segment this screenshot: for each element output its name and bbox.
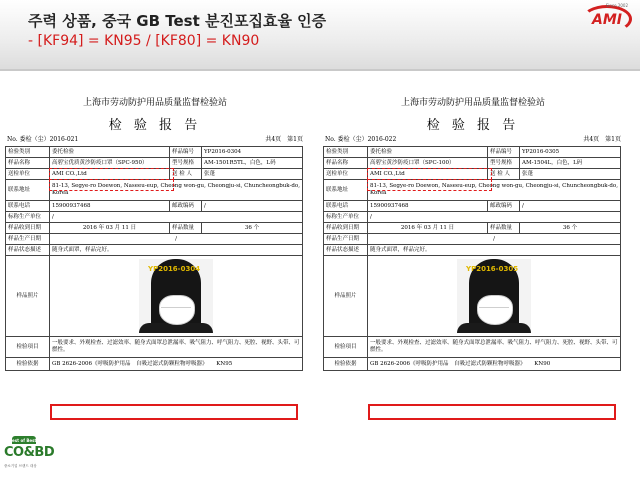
report-organization: 上海市劳动防护用品质量监督检验站 — [82, 98, 227, 108]
award-subtitle: 중소기업 브랜드 대상 — [4, 464, 37, 468]
inspector-label: 送 检 人 — [488, 169, 520, 180]
category-value: 委托检验 — [368, 147, 488, 158]
company-logo — [578, 3, 630, 31]
maker-value: / — [368, 212, 621, 223]
table-row — [6, 234, 303, 245]
table-row — [324, 147, 621, 158]
basis-value — [50, 358, 303, 371]
basis-value — [368, 358, 621, 371]
table-row — [324, 358, 621, 371]
report-title: 检 验 报 告 — [426, 118, 520, 133]
table-row — [6, 245, 303, 256]
name-label: 样品名称 — [6, 158, 50, 169]
sender-highlight-box — [367, 179, 492, 191]
table-row — [6, 201, 303, 212]
report-pages: 共4页 第1页 — [583, 136, 621, 143]
table-row — [6, 212, 303, 223]
state-label: 样品状态描述 — [324, 245, 368, 256]
quantity-value: 36 个 — [202, 223, 303, 234]
production-date-label: 样品生产日期 — [6, 234, 50, 245]
table-row — [324, 245, 621, 256]
photo-label: 样品照片 — [324, 256, 368, 337]
sample-no-label: 样品编号 — [488, 147, 520, 158]
sender-highlight-box — [49, 179, 174, 191]
received-label: 样品收到日期 — [324, 223, 368, 234]
report-title: 检 验 报 告 — [108, 118, 202, 133]
maker-label: 标称生产单位 — [6, 212, 50, 223]
report-organization: 上海市劳动防护用品质量监督检验站 — [400, 98, 545, 108]
table-row — [324, 234, 621, 245]
grade-value: KN90 — [534, 360, 551, 367]
category-label: 检验类别 — [324, 147, 368, 158]
quantity-label: 样品数量 — [170, 223, 202, 234]
maker-label: 标称生产单位 — [324, 212, 368, 223]
award-logo — [4, 436, 55, 474]
award-mark: CO&BD — [4, 445, 55, 460]
phone-value: 15900937468 — [50, 201, 170, 212]
model-label: 型号规格 — [488, 158, 520, 169]
mask-fold-line — [161, 307, 191, 308]
test-report-left — [5, 88, 305, 442]
slide-subtitle: - [KF94] = KN95 / [KF80] = KN90 — [28, 33, 260, 49]
category-value: 委托检验 — [50, 147, 170, 158]
photo-sample-stamp: YP2016-0305 — [466, 265, 519, 273]
photo-cell — [50, 256, 303, 337]
production-date-value: / — [368, 234, 621, 245]
table-row — [324, 158, 621, 169]
table-row — [324, 223, 621, 234]
table-row — [6, 223, 303, 234]
production-date-label: 样品生产日期 — [324, 234, 368, 245]
state-value: 随身式面罩，样品完好。 — [368, 245, 621, 256]
table-row — [324, 212, 621, 223]
header-divider — [0, 69, 640, 71]
logo-brand: AMI — [592, 12, 622, 28]
items-label: 检验项目 — [324, 337, 368, 358]
postcode-label: 邮政编码 — [170, 201, 202, 212]
sample-photo — [139, 259, 213, 333]
sender-label: 送检单位 — [324, 169, 368, 180]
report-number: No. 委检（尘）2016-021 — [7, 136, 79, 143]
sender-value: AMI CO.,Ltd — [368, 169, 488, 180]
name-value: 高碧宝黄沙防疫口罩（SPC-100） — [368, 158, 488, 169]
grade-value: KN95 — [216, 360, 233, 367]
quantity-label: 样品数量 — [488, 223, 520, 234]
inspector-value: 张蓬 — [202, 169, 303, 180]
mask-icon — [477, 295, 513, 325]
test-report-right — [323, 88, 623, 442]
name-label: 样品名称 — [324, 158, 368, 169]
state-label: 样品状态描述 — [6, 245, 50, 256]
basis-standard: GB 2626-2006《呼吸防护用品 自吸过滤式防颗粒物呼吸器》 — [370, 360, 526, 367]
address-value: 81-13, Segye-ro Doewon, Naseeu-eup, Cheong won-gu, Cheongju-si, Chuncheongbuk-do, Korea — [50, 180, 303, 201]
phone-label: 联系电话 — [324, 201, 368, 212]
model-label: 型号规格 — [170, 158, 202, 169]
postcode-value: / — [520, 201, 621, 212]
sample-no-value: YP2016-0304 — [202, 147, 303, 158]
maker-value: / — [50, 212, 303, 223]
table-row — [6, 158, 303, 169]
mask-fold-line — [479, 307, 509, 308]
items-value: 一般要求、外观检查、过滤效率、随身式面罩总泄漏率、吸气阻力、呼气阻力、死腔、视野、头带、可燃性。 — [50, 337, 303, 358]
received-value: 2016 年 03 月 11 日 — [368, 223, 488, 234]
basis-highlight-box — [50, 404, 298, 420]
basis-highlight-box — [368, 404, 616, 420]
sample-no-value: YP2016-0305 — [520, 147, 621, 158]
logo-tagline: Since 2002 — [605, 3, 628, 8]
model-value: AM-1501R5TL，白色，L码 — [202, 158, 303, 169]
inspector-value: 张蓬 — [520, 169, 621, 180]
report-number: No. 委检（尘）2016-022 — [325, 136, 397, 143]
model-value: AM-1504L，白色，L码 — [520, 158, 621, 169]
state-value: 随身式面罩，样品完好。 — [50, 245, 303, 256]
postcode-value: / — [202, 201, 303, 212]
postcode-label: 邮政编码 — [488, 201, 520, 212]
mask-icon — [159, 295, 195, 325]
basis-label: 检验依据 — [324, 358, 368, 371]
category-label: 检验类别 — [6, 147, 50, 158]
report-pages: 共4页 第1页 — [265, 136, 303, 143]
items-label: 检验项目 — [6, 337, 50, 358]
photo-cell — [368, 256, 621, 337]
phone-label: 联系电话 — [6, 201, 50, 212]
photo-sample-stamp: YP2016-0304 — [148, 265, 201, 273]
name-value: 高碧宝优质黄沙防疫口罩（SPC-950） — [50, 158, 170, 169]
received-label: 样品收到日期 — [6, 223, 50, 234]
award-badge-text: Best of Best — [9, 438, 37, 443]
address-label: 联系地址 — [6, 180, 50, 201]
slide-title: 주력 상품, 중국 GB Test 분진포집효율 인증 — [28, 12, 327, 30]
table-row — [6, 147, 303, 158]
received-value: 2016 年 03 月 11 日 — [50, 223, 170, 234]
table-row — [6, 358, 303, 371]
table-row — [6, 337, 303, 358]
sender-value: AMI CO.,Ltd — [50, 169, 170, 180]
sample-no-label: 样品编号 — [170, 147, 202, 158]
table-row — [6, 256, 303, 337]
basis-standard: GB 2626-2006《呼吸防护用品 自吸过滤式防颗粒物呼吸器》 — [52, 360, 208, 367]
items-value: 一般要求、外观检查、过滤效率、随身式面罩总泄漏率、吸气阻力、呼气阻力、死腔、视野、头带、可燃性。 — [368, 337, 621, 358]
sender-label: 送检单位 — [6, 169, 50, 180]
address-label: 联系地址 — [324, 180, 368, 201]
table-row — [324, 337, 621, 358]
quantity-value: 36 个 — [520, 223, 621, 234]
table-row — [324, 256, 621, 337]
address-value: 81-13, Segye-ro Doewon, Naseeu-eup, Cheong won-gu, Cheongju-si, Chuncheongbuk-do, Korea — [368, 180, 621, 201]
photo-label: 样品照片 — [6, 256, 50, 337]
inspector-label: 送 检 人 — [170, 169, 202, 180]
sample-photo — [457, 259, 531, 333]
basis-label: 检验依据 — [6, 358, 50, 371]
phone-value: 15900937468 — [368, 201, 488, 212]
production-date-value: / — [50, 234, 303, 245]
table-row — [324, 201, 621, 212]
